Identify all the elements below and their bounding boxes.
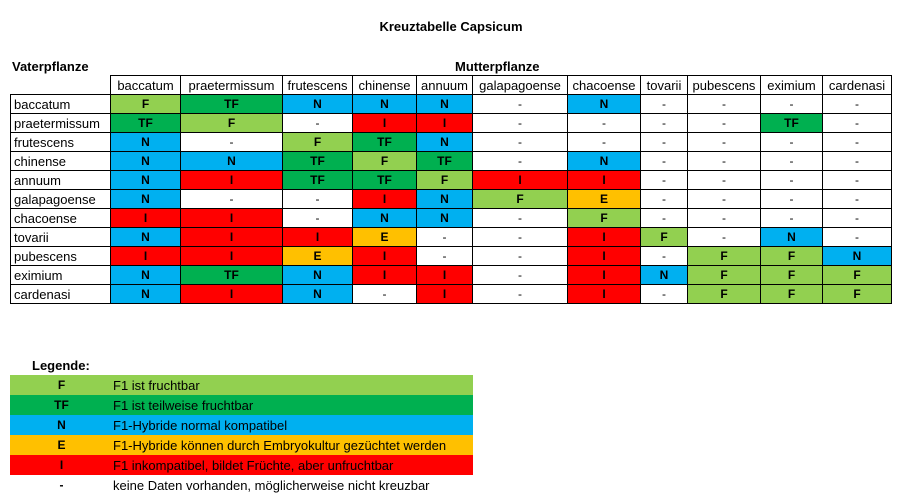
cross-cell: - (688, 209, 761, 228)
table-row (11, 95, 892, 114)
cross-cell: TF (353, 133, 417, 152)
cross-cell: N (641, 266, 688, 285)
cross-cell: - (823, 95, 892, 114)
cross-cell: - (473, 209, 568, 228)
cross-cell: - (688, 152, 761, 171)
cross-cell: I (283, 228, 353, 247)
row-header: chinense (11, 152, 111, 171)
row-header: chacoense (11, 209, 111, 228)
cross-cell: F (761, 247, 823, 266)
cross-cell: E (283, 247, 353, 266)
legend-code: E (57, 438, 66, 452)
cross-cell: - (473, 266, 568, 285)
legend (10, 375, 473, 495)
cross-cell: I (181, 171, 283, 190)
cross-cell: I (353, 247, 417, 266)
cross-cell: I (353, 266, 417, 285)
cross-cell: - (473, 152, 568, 171)
cross-cell: I (473, 171, 568, 190)
cross-cell: - (283, 190, 353, 209)
legend-code: I (59, 458, 64, 472)
cross-cell: - (473, 228, 568, 247)
cross-cell: I (353, 114, 417, 133)
cross-cell: - (688, 114, 761, 133)
cross-cell: N (283, 266, 353, 285)
cross-cell: - (181, 133, 283, 152)
cross-cell: TF (417, 152, 473, 171)
cross-cell: - (568, 133, 641, 152)
cross-cell: N (568, 95, 641, 114)
cross-cell: F (688, 285, 761, 304)
column-header: galapagoense (473, 76, 568, 95)
cross-cell: N (417, 209, 473, 228)
cross-cell: F (641, 228, 688, 247)
cross-cell: - (761, 152, 823, 171)
table-row (11, 247, 892, 266)
cross-cell: - (181, 190, 283, 209)
cross-cell: I (568, 228, 641, 247)
column-header: baccatum (111, 76, 181, 95)
cross-cell: I (181, 247, 283, 266)
row-header: praetermissum (11, 114, 111, 133)
cross-cell: F (823, 266, 892, 285)
cross-cell: N (417, 133, 473, 152)
cross-cell: N (111, 285, 181, 304)
cross-cell: I (568, 285, 641, 304)
cross-cell: - (688, 228, 761, 247)
cross-cell: I (181, 285, 283, 304)
cross-cell: N (111, 190, 181, 209)
cross-cell: TF (181, 266, 283, 285)
cross-cell: - (568, 114, 641, 133)
cross-cell: - (473, 133, 568, 152)
cross-cell: - (473, 247, 568, 266)
legend-code: - (59, 478, 64, 492)
legend-row (10, 475, 473, 495)
cross-cell: - (417, 228, 473, 247)
table-row (11, 266, 892, 285)
cross-cell: - (823, 152, 892, 171)
cross-cell: - (761, 190, 823, 209)
cross-cell: - (641, 190, 688, 209)
cross-cell: TF (181, 95, 283, 114)
table-row (11, 190, 892, 209)
legend-description: F1-Hybride normal kompatibel (113, 417, 288, 433)
cross-cell: - (688, 95, 761, 114)
cross-cell: - (641, 209, 688, 228)
cross-cell: I (568, 247, 641, 266)
cross-cell: - (688, 133, 761, 152)
cross-cell: - (823, 190, 892, 209)
cross-cell: I (181, 209, 283, 228)
cross-cell: - (641, 247, 688, 266)
table-row (11, 133, 892, 152)
cross-cell: N (283, 285, 353, 304)
cross-cell: - (823, 228, 892, 247)
cross-cell: F (353, 152, 417, 171)
cross-cell: - (353, 285, 417, 304)
cross-cell: I (181, 228, 283, 247)
cross-cell: N (761, 228, 823, 247)
legend-description: keine Daten vorhanden, möglicherweise nicht kreuzbar (113, 477, 430, 493)
column-header: chinense (353, 76, 417, 95)
row-header: cardenasi (11, 285, 111, 304)
row-header: baccatum (11, 95, 111, 114)
cross-cell: F (568, 209, 641, 228)
cross-cell: - (473, 95, 568, 114)
cross-cell: F (181, 114, 283, 133)
cross-cell: - (473, 114, 568, 133)
cross-cell: I (111, 247, 181, 266)
cross-cell: N (111, 133, 181, 152)
cross-cell: F (111, 95, 181, 114)
cross-cell: F (688, 266, 761, 285)
table-row (11, 171, 892, 190)
cross-cell: I (568, 171, 641, 190)
column-header: tovarii (641, 76, 688, 95)
cross-cell: N (111, 228, 181, 247)
cross-cell: N (353, 209, 417, 228)
cross-cell: - (688, 171, 761, 190)
cross-cell: TF (111, 114, 181, 133)
cross-cell: - (641, 95, 688, 114)
cross-cell: TF (283, 152, 353, 171)
cross-cell: - (761, 209, 823, 228)
legend-row (10, 395, 473, 415)
father-plant-label: Vaterpflanze (12, 59, 89, 74)
cross-table (10, 75, 892, 304)
cross-cell: TF (283, 171, 353, 190)
legend-row (10, 455, 473, 475)
cross-cell: F (823, 285, 892, 304)
corner-cell (11, 76, 111, 95)
cross-cell: - (641, 133, 688, 152)
cross-cell: I (568, 266, 641, 285)
table-row (11, 152, 892, 171)
cross-cell: - (283, 114, 353, 133)
legend-code: TF (54, 398, 69, 412)
row-header: tovarii (11, 228, 111, 247)
column-header: pubescens (688, 76, 761, 95)
cross-cell: I (111, 209, 181, 228)
row-header: eximium (11, 266, 111, 285)
column-header: annuum (417, 76, 473, 95)
cross-cell: N (568, 152, 641, 171)
cross-cell: - (823, 133, 892, 152)
legend-code: F (57, 378, 66, 392)
table-row (11, 285, 892, 304)
legend-description: F1 ist fruchtbar (113, 377, 200, 393)
legend-code: N (57, 418, 66, 432)
cross-cell: N (283, 95, 353, 114)
row-header: annuum (11, 171, 111, 190)
cross-cell: - (641, 285, 688, 304)
cross-cell: - (641, 152, 688, 171)
cross-cell: N (417, 95, 473, 114)
cross-cell: - (823, 209, 892, 228)
cross-cell: N (111, 266, 181, 285)
legend-row (10, 435, 473, 455)
cross-cell: E (353, 228, 417, 247)
page-title: Kreuztabelle Capsicum (379, 19, 523, 34)
legend-row (10, 375, 473, 395)
row-header: frutescens (11, 133, 111, 152)
cross-cell: F (417, 171, 473, 190)
header-row (11, 76, 892, 95)
cross-cell: I (417, 285, 473, 304)
cross-cell: N (353, 95, 417, 114)
legend-title: Legende: (32, 358, 90, 373)
row-header: pubescens (11, 247, 111, 266)
table-row (11, 209, 892, 228)
cross-cell: N (111, 171, 181, 190)
cross-cell: I (417, 114, 473, 133)
column-header: frutescens (283, 76, 353, 95)
table-body (11, 95, 892, 304)
legend-row (10, 415, 473, 435)
cross-cell: I (353, 190, 417, 209)
column-header: praetermissum (181, 76, 283, 95)
cross-cell: F (473, 190, 568, 209)
cross-cell: F (283, 133, 353, 152)
row-header: galapagoense (11, 190, 111, 209)
cross-cell: F (761, 266, 823, 285)
cross-cell: - (761, 95, 823, 114)
cross-cell: F (761, 285, 823, 304)
cross-cell: N (417, 190, 473, 209)
cross-cell: - (761, 133, 823, 152)
legend-description: F1 ist teilweise fruchtbar (113, 397, 254, 413)
column-header: cardenasi (823, 76, 892, 95)
cross-cell: N (823, 247, 892, 266)
mother-plant-label: Mutterpflanze (455, 59, 540, 74)
column-header: chacoense (568, 76, 641, 95)
cross-cell: - (823, 114, 892, 133)
cross-cell: E (568, 190, 641, 209)
cross-cell: F (688, 247, 761, 266)
cross-cell: TF (761, 114, 823, 133)
legend-description: F1-Hybride können durch Embryokultur gezüchtet werden (113, 437, 447, 453)
cross-cell: N (181, 152, 283, 171)
cross-cell: I (417, 266, 473, 285)
legend-description: F1 inkompatibel, bildet Früchte, aber unfruchtbar (113, 457, 394, 473)
cross-cell: - (823, 171, 892, 190)
cross-cell: - (688, 190, 761, 209)
cross-cell: TF (353, 171, 417, 190)
cross-cell: - (283, 209, 353, 228)
cross-cell: - (761, 171, 823, 190)
cross-cell: - (641, 114, 688, 133)
column-header: eximium (761, 76, 823, 95)
table-row (11, 228, 892, 247)
cross-cell: - (417, 247, 473, 266)
cross-cell: - (641, 171, 688, 190)
cross-cell: - (473, 285, 568, 304)
table-row (11, 114, 892, 133)
cross-cell: N (111, 152, 181, 171)
